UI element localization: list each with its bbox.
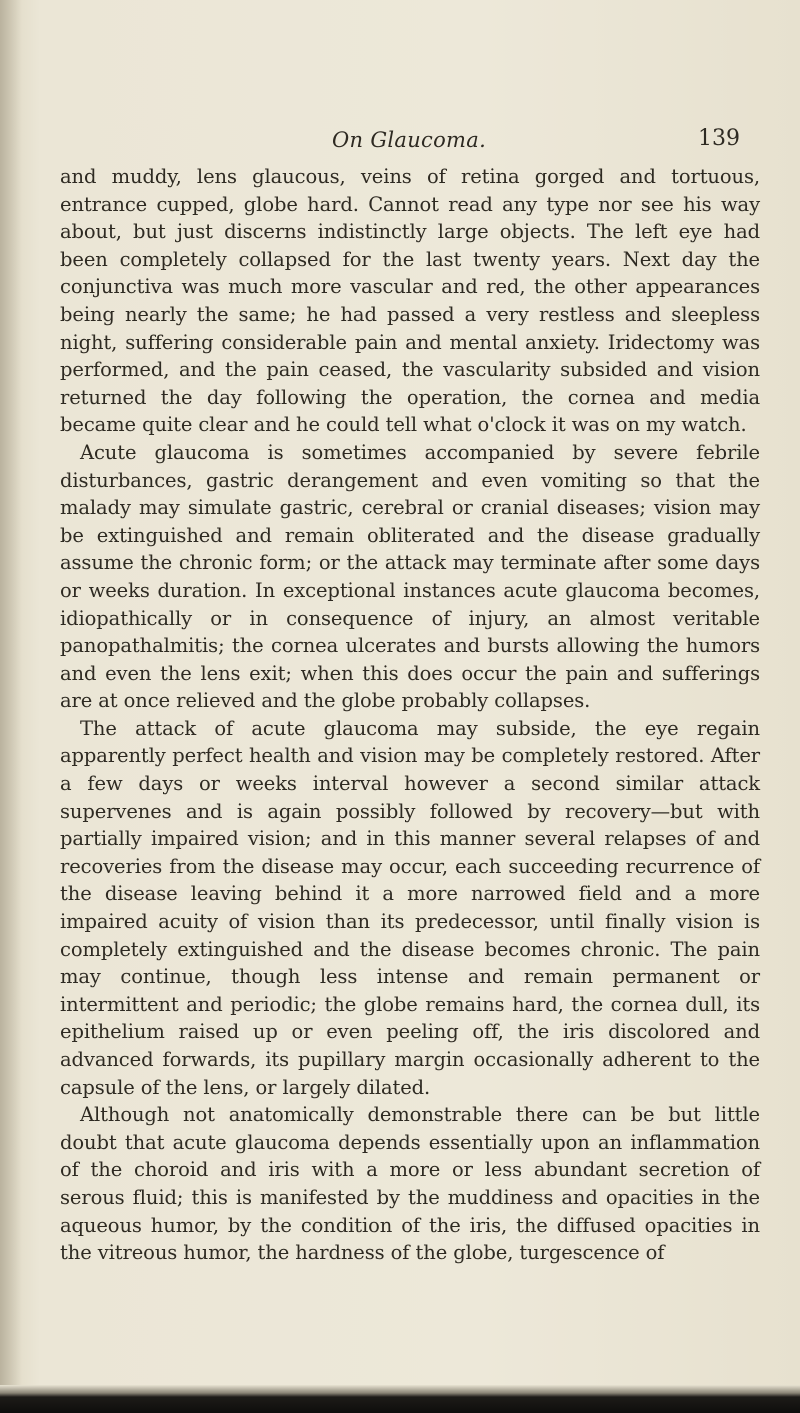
paragraph: The attack of acute glaucoma may subside, the eye regain apparently perfect health and vision may be completely restored. After a few days or weeks interval however a second similar attack supervenes and is again possibly followed by recovery—but with partially impaired vision; and in this manner several relapses of and recoveries from the disease may occur, each succeeding recurrence of the disease leaving behind it a more narrowed field and a more impaired acuity of vision than its predecessor, until finally vision is completely extinguished and the disease becomes chronic. The pain may continue, though less intense and remain permanent or intermittent and periodic; the globe remains hard, the cornea dull, its epithelium raised up or even peeling off, the iris discolored and advanced forwards, its pupillary margin occasionally adherent to the capsule of the lens, or largely dilated. [60, 716, 760, 1099]
running-title: On Glaucoma. [332, 128, 487, 152]
paragraph: Although not anatomically demonstrable there can be but little doubt that acute glaucoma depends essentially upon an inflammation of the choroid and iris with a more or less abundant secretion of serous fluid; this is manifested by the muddiness and opacities in the aqueous humor, by the condition of the iris, the diffused opacities in the vitreous humor, the hardness of the globe, turgescence of [60, 1103, 760, 1265]
body-text [60, 163, 760, 1267]
running-head [60, 128, 760, 162]
binding-shadow [0, 0, 22, 1413]
paragraph: and muddy, lens glaucous, veins of retina gorged and tortuous, entrance cupped, globe hard. Cannot read any type nor see his way about, but just discerns indistinctly large objects. The left eye had been completely collapsed for the last twenty years. Next day the conjunctiva was much more vascular and red, the other appearances being nearly the same; he had passed a very restless and sleepless night, suffering considerable pain and mental anxiety. Iridectomy was performed, and the pain ceased, the vascularity subsided and vision returned the day following the operation, the cornea and media became quite clear and he could tell what o'clock it was on my watch. [60, 165, 760, 437]
scan-edge [0, 1385, 800, 1413]
page-number: 139 [698, 126, 740, 151]
paragraph: Acute glaucoma is sometimes accompanied by severe febrile disturbances, gastric derangement and even vomiting so that the malady may simulate gastric, cerebral or cranial diseases; vision may be extinguished and remain obliterated and the disease gradually assume the chronic form; or the attack may terminate after some days or weeks duration. In exceptional instances acute glaucoma becomes, idiopathically or in consequence of injury, an almost veritable panopathalmitis; the cornea ulcerates and bursts allowing the humors and even the lens exit; when this does occur the pain and sufferings are at once relieved and the globe probably collapses. [60, 440, 760, 713]
